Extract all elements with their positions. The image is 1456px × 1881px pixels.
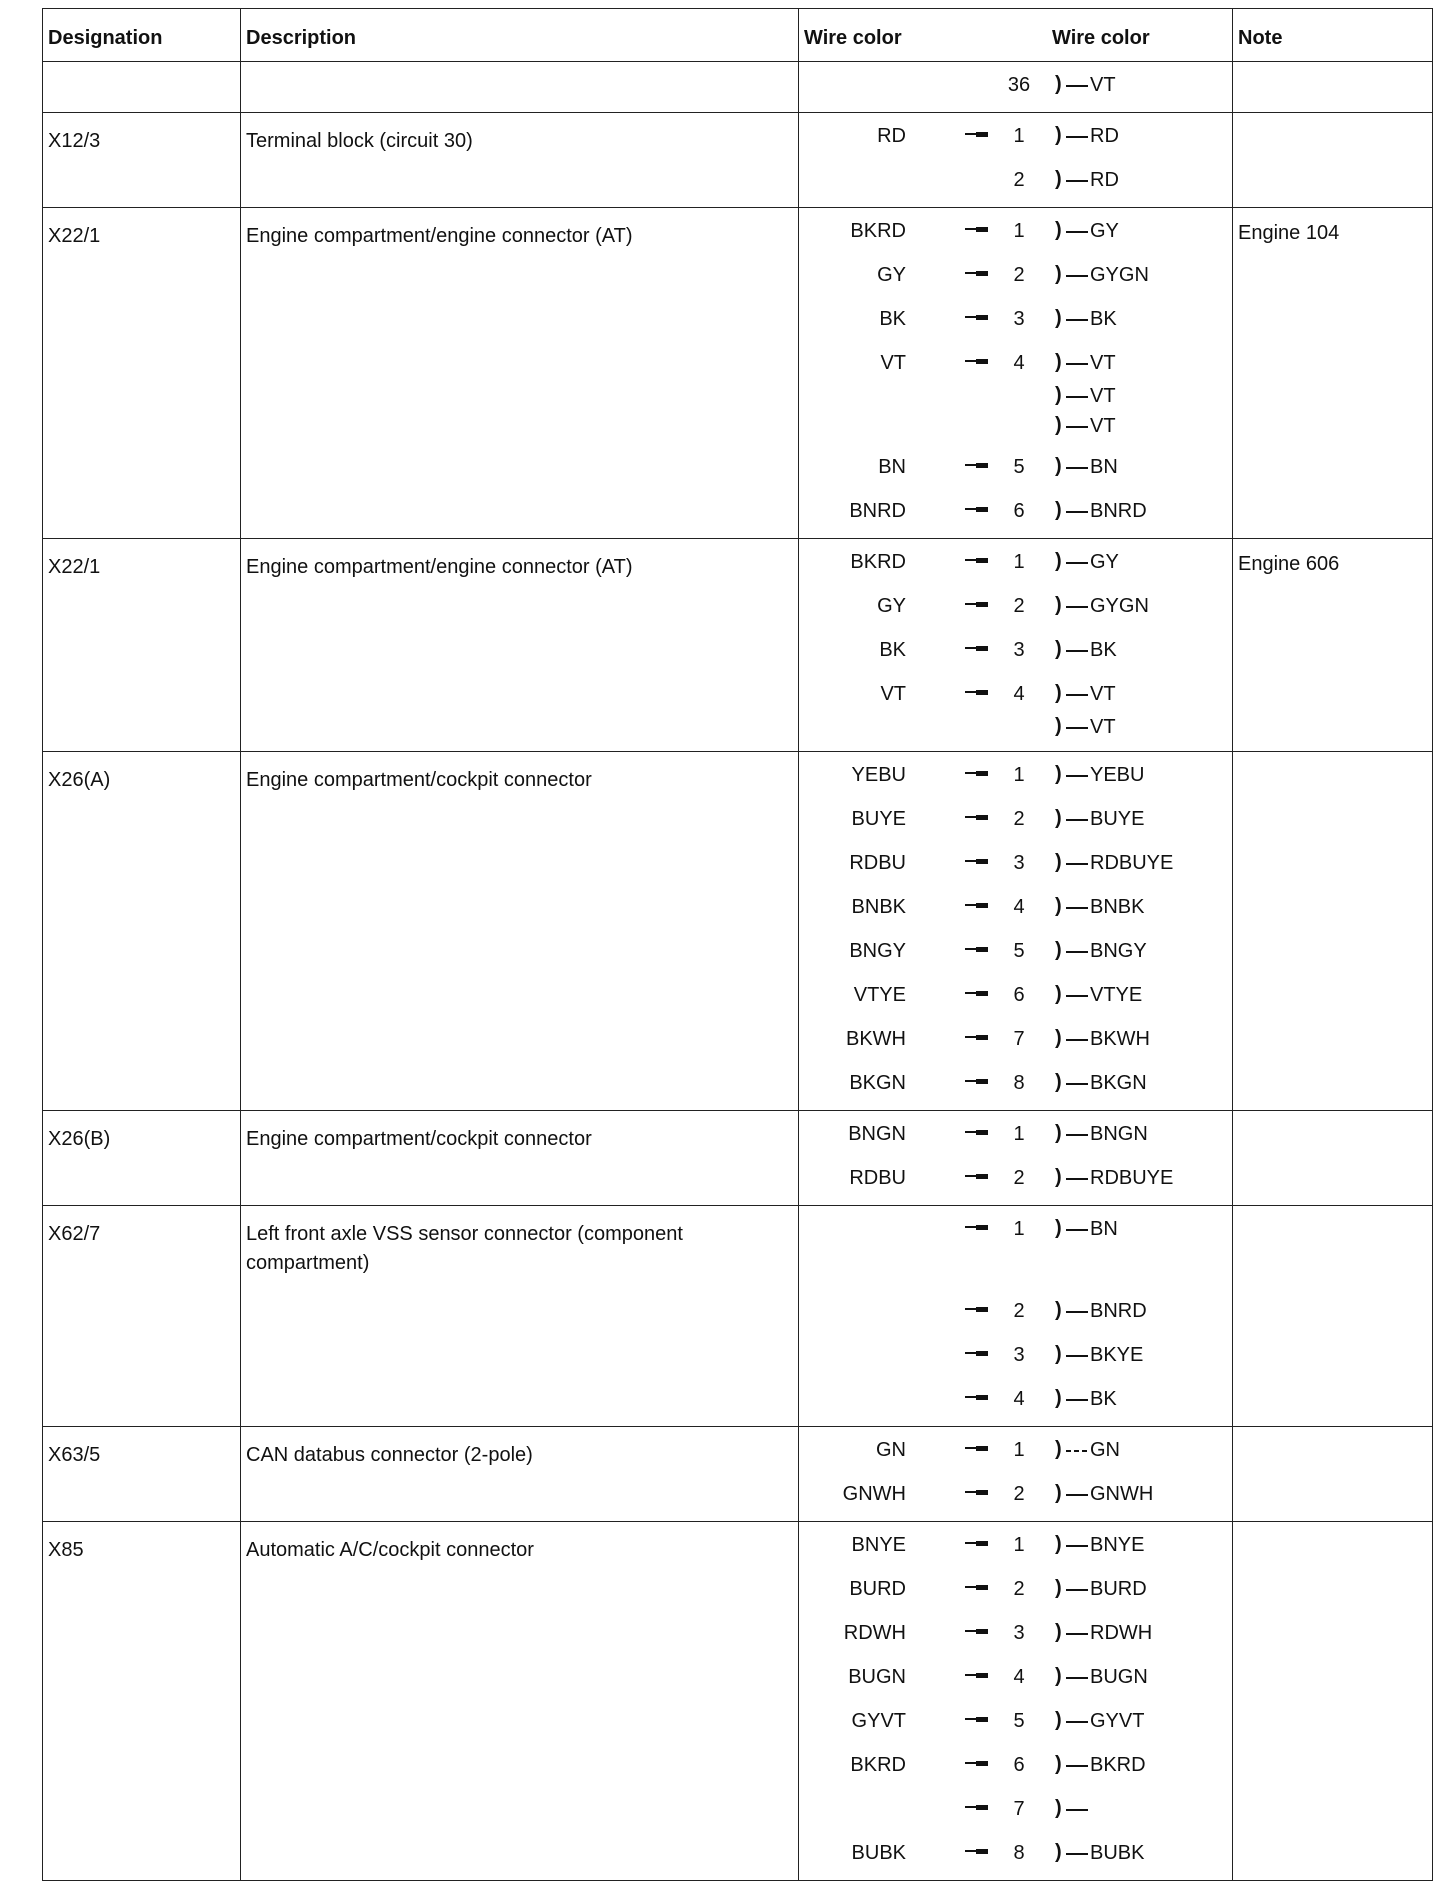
pin-lead-line bbox=[965, 860, 988, 862]
note-cell bbox=[1233, 62, 1433, 113]
socket-icon: ) bbox=[1055, 499, 1062, 521]
wire-color-cell bbox=[799, 752, 1233, 1111]
wire-color-left: BN bbox=[878, 456, 906, 478]
pin-number: 2 bbox=[1013, 808, 1025, 830]
wire-color-cell bbox=[799, 539, 1233, 752]
wire-color-right: VT bbox=[1090, 385, 1116, 407]
pin-entry bbox=[799, 208, 1232, 252]
pin-lead-line bbox=[965, 133, 988, 135]
pin-entry bbox=[799, 340, 1232, 384]
pin-lead-line bbox=[965, 603, 988, 605]
socket-icon: ) bbox=[1055, 1027, 1062, 1049]
wire-color-right: VTYE bbox=[1090, 984, 1143, 1006]
socket-icon: ) bbox=[1055, 1122, 1062, 1144]
socket-icon: ) bbox=[1055, 682, 1062, 704]
connector-table-wrapper bbox=[42, 8, 1432, 1881]
pin-number: 3 bbox=[1013, 639, 1025, 661]
description-cell: Engine compartment/engine connector (AT) bbox=[241, 208, 799, 539]
pin-lead-line bbox=[965, 559, 988, 561]
pin-entry bbox=[799, 1332, 1232, 1376]
wire-color-right: BNGY bbox=[1090, 940, 1147, 962]
pin-lead-line bbox=[965, 1491, 988, 1493]
table-row bbox=[43, 208, 1433, 539]
socket-icon: ) bbox=[1055, 1299, 1062, 1321]
designation-cell: X12/3 bbox=[43, 113, 241, 208]
socket-icon: ) bbox=[1055, 1217, 1062, 1239]
note-cell bbox=[1233, 1522, 1433, 1881]
pin-extra-wire bbox=[799, 414, 1232, 444]
wire-color-right: BUBK bbox=[1090, 1842, 1145, 1864]
wire-color-right: YEBU bbox=[1090, 764, 1145, 786]
pin-number: 4 bbox=[1013, 896, 1025, 918]
wire-color-right: BNRD bbox=[1090, 1300, 1147, 1322]
designation-cell: X22/1 bbox=[43, 208, 241, 539]
socket-icon: ) bbox=[1055, 1665, 1062, 1687]
socket-icon: ) bbox=[1055, 73, 1062, 95]
wire-color-right: VT bbox=[1090, 74, 1116, 96]
pin-extra-wire bbox=[799, 384, 1232, 414]
pin-entry bbox=[799, 1654, 1232, 1698]
wire-color-cell bbox=[799, 1522, 1233, 1881]
socket-icon: ) bbox=[1055, 263, 1062, 285]
wire-color-left: GNWH bbox=[842, 1483, 906, 1505]
pin-entry bbox=[799, 1155, 1232, 1199]
pin-entry bbox=[799, 1830, 1232, 1874]
wire-color-left: BURD bbox=[849, 1578, 906, 1600]
wire-color-left: RD bbox=[877, 125, 906, 147]
pin-lead-line bbox=[965, 1630, 988, 1632]
pin-entry bbox=[799, 840, 1232, 884]
wire-color-right: GYVT bbox=[1090, 1710, 1145, 1732]
pin-entry bbox=[799, 884, 1232, 928]
designation-cell bbox=[43, 62, 241, 113]
wire-color-cell bbox=[799, 62, 1233, 113]
pin-lead-line bbox=[965, 1762, 988, 1764]
pin-entry bbox=[799, 627, 1232, 671]
note-cell bbox=[1233, 113, 1433, 208]
designation-cell: X26(B) bbox=[43, 1111, 241, 1206]
pin-entry bbox=[799, 1522, 1232, 1566]
wire-color-left: BKRD bbox=[850, 551, 906, 573]
pin-number: 6 bbox=[1013, 984, 1025, 1006]
wire-color-left: BK bbox=[879, 308, 906, 330]
wire-color-left: BKWH bbox=[846, 1028, 906, 1050]
table-row bbox=[43, 62, 1433, 113]
wire-color-left: VTYE bbox=[853, 984, 906, 1006]
pin-lead-line bbox=[965, 772, 988, 774]
pin-number: 5 bbox=[1013, 1710, 1025, 1732]
header-designation: Designation bbox=[43, 9, 241, 62]
wire-color-left: GY bbox=[877, 264, 906, 286]
wire-color-cell bbox=[799, 208, 1233, 539]
wire-color-right: GYGN bbox=[1090, 595, 1149, 617]
pin-entry bbox=[799, 1111, 1232, 1155]
wire-color-right: BURD bbox=[1090, 1578, 1147, 1600]
description-cell: Automatic A/C/cockpit connector bbox=[241, 1522, 799, 1881]
pin-entry bbox=[799, 1698, 1232, 1742]
pin-entry bbox=[799, 1471, 1232, 1515]
socket-icon: ) bbox=[1055, 807, 1062, 829]
socket-icon: ) bbox=[1055, 1709, 1062, 1731]
wire-color-right: RD bbox=[1090, 169, 1119, 191]
socket-icon: ) bbox=[1055, 307, 1062, 329]
wire-color-left: BUYE bbox=[851, 808, 906, 830]
socket-icon: ) bbox=[1055, 851, 1062, 873]
wire-color-right: RDWH bbox=[1090, 1622, 1153, 1644]
wire-color-right: RD bbox=[1090, 125, 1119, 147]
wire-color-right: BKYE bbox=[1090, 1344, 1144, 1366]
wire-color-left: BNRD bbox=[849, 500, 906, 522]
socket-icon: ) bbox=[1055, 219, 1062, 241]
pin-number: 8 bbox=[1013, 1072, 1025, 1094]
pin-number: 2 bbox=[1013, 1300, 1025, 1322]
pin-entry bbox=[799, 752, 1232, 796]
wire-color-left: GN bbox=[876, 1439, 906, 1461]
table-row bbox=[43, 1522, 1433, 1881]
pin-number: 7 bbox=[1013, 1798, 1025, 1820]
designation-cell: X85 bbox=[43, 1522, 241, 1881]
pin-entry bbox=[799, 488, 1232, 532]
wire-color-left: BUGN bbox=[848, 1666, 906, 1688]
pin-entry bbox=[799, 296, 1232, 340]
pin-number: 8 bbox=[1013, 1842, 1025, 1864]
wire-color-cell bbox=[799, 1111, 1233, 1206]
pin-number: 1 bbox=[1013, 1534, 1025, 1556]
wire-color-right: BUYE bbox=[1090, 808, 1145, 830]
pin-number: 6 bbox=[1013, 500, 1025, 522]
socket-icon: ) bbox=[1055, 715, 1062, 737]
wire-color-cell bbox=[799, 1427, 1233, 1522]
connector-table bbox=[42, 8, 1433, 1881]
pin-entry bbox=[799, 671, 1232, 715]
wire-color-right: BK bbox=[1090, 308, 1117, 330]
pin-entry bbox=[799, 444, 1232, 488]
pin-number: 2 bbox=[1013, 1483, 1025, 1505]
pin-lead-line bbox=[965, 691, 988, 693]
pin-entry bbox=[799, 928, 1232, 972]
header-wire-color-right: Wire color bbox=[1052, 27, 1150, 49]
pin-entry bbox=[799, 62, 1232, 106]
wire-color-right: RDBUYE bbox=[1090, 1167, 1174, 1189]
wire-color-right: BNRD bbox=[1090, 500, 1147, 522]
wire-color-right: VT bbox=[1090, 716, 1116, 738]
pin-lead-line bbox=[965, 1447, 988, 1449]
wire-color-right: BK bbox=[1090, 1388, 1117, 1410]
wire-color-right: GNWH bbox=[1090, 1483, 1154, 1505]
wire-color-left: VT bbox=[880, 683, 906, 705]
pin-lead-line bbox=[965, 508, 988, 510]
pin-lead-line bbox=[965, 1396, 988, 1398]
wire-color-right: BN bbox=[1090, 1218, 1118, 1240]
pin-number: 1 bbox=[1013, 1218, 1025, 1240]
pin-lead-line bbox=[965, 272, 988, 274]
wire-color-left: BUBK bbox=[851, 1842, 906, 1864]
pin-entry bbox=[799, 1060, 1232, 1104]
note-cell: Engine 104 bbox=[1233, 208, 1433, 539]
socket-icon: ) bbox=[1055, 124, 1062, 146]
pin-entry bbox=[799, 252, 1232, 296]
wire-color-right: BK bbox=[1090, 639, 1117, 661]
pin-entry bbox=[799, 1742, 1232, 1786]
wire-color-right: BUGN bbox=[1090, 1666, 1148, 1688]
wire-color-left: BNGY bbox=[849, 940, 906, 962]
table-row bbox=[43, 752, 1433, 1111]
pin-lead-line bbox=[965, 904, 988, 906]
pin-number: 1 bbox=[1013, 1439, 1025, 1461]
pin-entry bbox=[799, 1610, 1232, 1654]
table-row bbox=[43, 1111, 1433, 1206]
pin-extra-wire bbox=[799, 715, 1232, 745]
pin-entry bbox=[799, 1376, 1232, 1420]
wire-color-left: BNBK bbox=[851, 896, 906, 918]
wire-color-right: RDBUYE bbox=[1090, 852, 1174, 874]
wire-color-left: BKRD bbox=[850, 220, 906, 242]
wire-color-right: VT bbox=[1090, 683, 1116, 705]
pin-lead-line bbox=[965, 1806, 988, 1808]
pin-lead-line bbox=[965, 1542, 988, 1544]
pin-lead-line bbox=[965, 647, 988, 649]
pin-number: 3 bbox=[1013, 852, 1025, 874]
pin-entry bbox=[799, 1566, 1232, 1610]
pin-lead-line bbox=[965, 228, 988, 230]
socket-icon: ) bbox=[1055, 550, 1062, 572]
wire-color-left: BK bbox=[879, 639, 906, 661]
note-cell bbox=[1233, 1206, 1433, 1427]
description-cell: Terminal block (circuit 30) bbox=[241, 113, 799, 208]
header-description: Description bbox=[241, 9, 799, 62]
header-wire-color bbox=[799, 9, 1233, 62]
pin-entry bbox=[799, 1786, 1232, 1830]
pin-entry bbox=[799, 157, 1232, 201]
pin-number: 6 bbox=[1013, 1754, 1025, 1776]
wire-color-left: VT bbox=[880, 352, 906, 374]
socket-icon: ) bbox=[1055, 1166, 1062, 1188]
socket-icon: ) bbox=[1055, 1343, 1062, 1365]
pin-number: 5 bbox=[1013, 456, 1025, 478]
socket-icon: ) bbox=[1055, 594, 1062, 616]
description-cell: CAN databus connector (2-pole) bbox=[241, 1427, 799, 1522]
wire-color-cell bbox=[799, 113, 1233, 208]
table-row bbox=[43, 113, 1433, 208]
pin-number: 2 bbox=[1013, 264, 1025, 286]
wire-color-left: BNYE bbox=[851, 1534, 906, 1556]
pin-entry bbox=[799, 972, 1232, 1016]
socket-icon: ) bbox=[1055, 939, 1062, 961]
socket-icon: ) bbox=[1055, 1482, 1062, 1504]
pin-entry bbox=[799, 539, 1232, 583]
socket-icon: ) bbox=[1055, 1577, 1062, 1599]
header-row bbox=[43, 9, 1433, 62]
description-cell: Left front axle VSS sensor connector (component compartment) bbox=[241, 1206, 799, 1427]
pin-number: 2 bbox=[1013, 1578, 1025, 1600]
wire-color-right: BNBK bbox=[1090, 896, 1145, 918]
description-cell: Engine compartment/engine connector (AT) bbox=[241, 539, 799, 752]
socket-icon: ) bbox=[1055, 1797, 1062, 1819]
pin-lead-line bbox=[965, 1131, 988, 1133]
pin-lead-line bbox=[965, 948, 988, 950]
header-note: Note bbox=[1233, 9, 1433, 62]
description-cell: Engine compartment/cockpit connector bbox=[241, 752, 799, 1111]
pin-number: 3 bbox=[1013, 1622, 1025, 1644]
wire-color-right: BNGN bbox=[1090, 1123, 1148, 1145]
pin-lead-line bbox=[965, 360, 988, 362]
pin-lead-line bbox=[965, 316, 988, 318]
pin-entry bbox=[799, 796, 1232, 840]
pin-lead-line bbox=[965, 1036, 988, 1038]
socket-icon: ) bbox=[1055, 384, 1062, 406]
wire-color-right: VT bbox=[1090, 352, 1116, 374]
wire-color-left: GY bbox=[877, 595, 906, 617]
table-row bbox=[43, 539, 1433, 752]
pin-number: 2 bbox=[1013, 1167, 1025, 1189]
pin-number: 5 bbox=[1013, 940, 1025, 962]
designation-cell: X22/1 bbox=[43, 539, 241, 752]
wire-color-left: BKRD bbox=[850, 1754, 906, 1776]
wire-color-right: BN bbox=[1090, 456, 1118, 478]
table-row bbox=[43, 1206, 1433, 1427]
pin-number: 4 bbox=[1013, 683, 1025, 705]
pin-lead-line bbox=[965, 1674, 988, 1676]
pin-lead-line bbox=[965, 1718, 988, 1720]
pin-number: 3 bbox=[1013, 308, 1025, 330]
socket-icon: ) bbox=[1055, 1753, 1062, 1775]
pin-number: 1 bbox=[1013, 220, 1025, 242]
wire-color-left: RDWH bbox=[843, 1622, 906, 1644]
table-row bbox=[43, 1427, 1433, 1522]
pin-number: 2 bbox=[1013, 595, 1025, 617]
socket-icon: ) bbox=[1055, 1533, 1062, 1555]
socket-icon: ) bbox=[1055, 1387, 1062, 1409]
wire-color-right: BKGN bbox=[1090, 1072, 1147, 1094]
socket-icon: ) bbox=[1055, 1841, 1062, 1863]
socket-icon: ) bbox=[1055, 455, 1062, 477]
socket-icon: ) bbox=[1055, 1071, 1062, 1093]
pin-number: 2 bbox=[1013, 169, 1025, 191]
pin-number: 7 bbox=[1013, 1028, 1025, 1050]
pin-lead-line bbox=[965, 816, 988, 818]
pin-lead-line bbox=[965, 1586, 988, 1588]
wire-color-right: GY bbox=[1090, 551, 1119, 573]
socket-icon: ) bbox=[1055, 168, 1062, 190]
pin-entry bbox=[799, 583, 1232, 627]
designation-cell: X26(A) bbox=[43, 752, 241, 1111]
wire-color-left: RDBU bbox=[849, 1167, 906, 1189]
pin-lead-line bbox=[965, 1308, 988, 1310]
pin-lead-line bbox=[965, 1080, 988, 1082]
note-cell bbox=[1233, 1111, 1433, 1206]
pin-number: 4 bbox=[1013, 1666, 1025, 1688]
pin-number: 4 bbox=[1013, 1388, 1025, 1410]
pin-lead-line bbox=[965, 1850, 988, 1852]
description-cell bbox=[241, 62, 799, 113]
table-body bbox=[43, 62, 1433, 1881]
pin-lead-line bbox=[965, 992, 988, 994]
pin-entry bbox=[799, 1288, 1232, 1332]
wire-color-right: GY bbox=[1090, 220, 1119, 242]
pin-number: 1 bbox=[1013, 125, 1025, 147]
wire-color-left: YEBU bbox=[851, 764, 906, 786]
header-wire-color-left: Wire color bbox=[804, 27, 902, 49]
socket-icon: ) bbox=[1055, 1438, 1062, 1460]
wire-color-right: BKWH bbox=[1090, 1028, 1150, 1050]
wire-color-right: BKRD bbox=[1090, 1754, 1146, 1776]
designation-cell: X62/7 bbox=[43, 1206, 241, 1427]
socket-icon: ) bbox=[1055, 763, 1062, 785]
note-cell bbox=[1233, 1427, 1433, 1522]
wire-color-right: GYGN bbox=[1090, 264, 1149, 286]
wire-color-left: GYVT bbox=[851, 1710, 906, 1732]
pin-number: 3 bbox=[1013, 1344, 1025, 1366]
socket-icon: ) bbox=[1055, 895, 1062, 917]
pin-lead-line bbox=[965, 1175, 988, 1177]
pin-lead-line bbox=[965, 1352, 988, 1354]
wire-color-right: BNYE bbox=[1090, 1534, 1145, 1556]
pin-entry bbox=[799, 1427, 1232, 1471]
pin-lead-line bbox=[965, 1226, 988, 1228]
pin-lead-line bbox=[965, 464, 988, 466]
wire-color-right: VT bbox=[1090, 415, 1116, 437]
pin-number: 1 bbox=[1013, 551, 1025, 573]
pin-number: 1 bbox=[1013, 764, 1025, 786]
description-cell: Engine compartment/cockpit connector bbox=[241, 1111, 799, 1206]
note-cell bbox=[1233, 752, 1433, 1111]
wire-color-left: BKGN bbox=[849, 1072, 906, 1094]
socket-icon: ) bbox=[1055, 414, 1062, 436]
pin-number: 4 bbox=[1013, 352, 1025, 374]
socket-icon: ) bbox=[1055, 1621, 1062, 1643]
socket-icon: ) bbox=[1055, 351, 1062, 373]
designation-cell: X63/5 bbox=[43, 1427, 241, 1522]
pin-entry bbox=[799, 1206, 1232, 1288]
wire-color-cell bbox=[799, 1206, 1233, 1427]
socket-icon: ) bbox=[1055, 638, 1062, 660]
pin-number: 1 bbox=[1013, 1123, 1025, 1145]
pin-number: 36 bbox=[1007, 74, 1031, 96]
pin-entry bbox=[799, 113, 1232, 157]
wire-color-left: BNGN bbox=[848, 1123, 906, 1145]
wire-color-right: GN bbox=[1090, 1439, 1120, 1461]
pin-entry bbox=[799, 1016, 1232, 1060]
socket-icon: ) bbox=[1055, 983, 1062, 1005]
wire-color-left: RDBU bbox=[849, 852, 906, 874]
note-cell: Engine 606 bbox=[1233, 539, 1433, 752]
